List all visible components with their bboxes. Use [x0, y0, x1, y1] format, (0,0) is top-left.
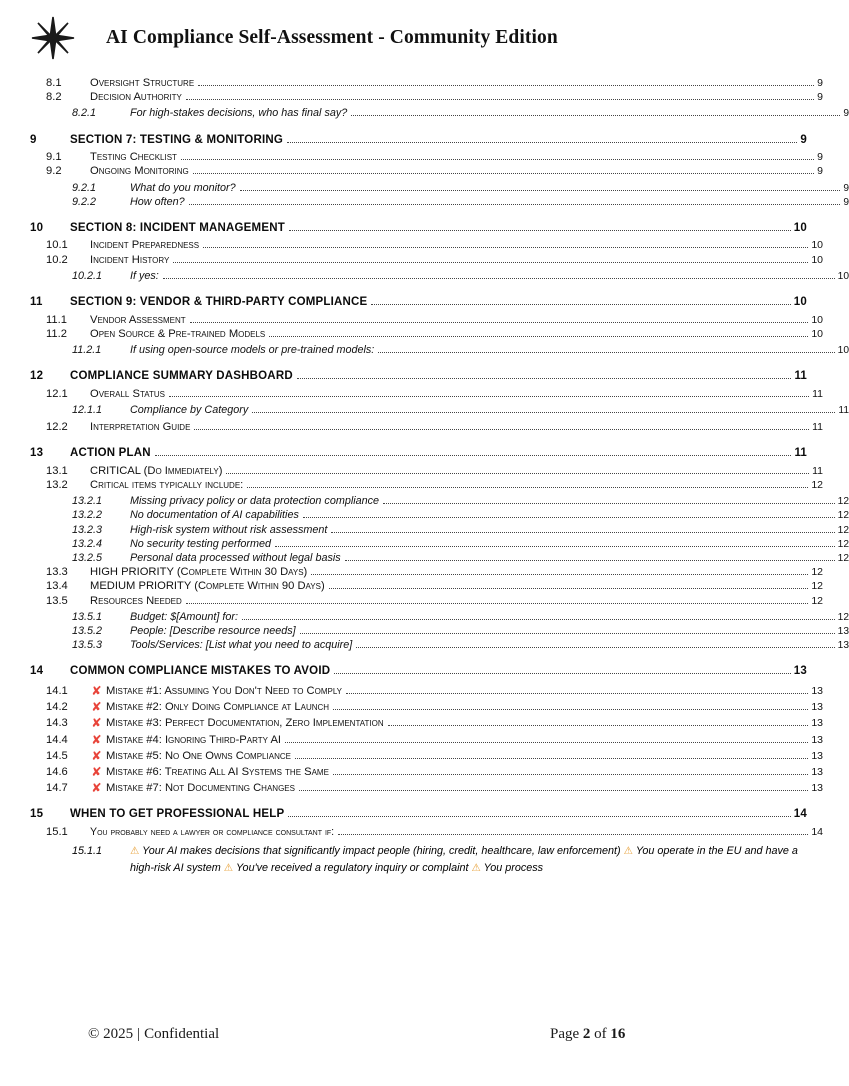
toc-leader: [346, 692, 808, 694]
toc-leader: [186, 602, 809, 604]
toc-leader: [163, 277, 835, 279]
toc-leader: [240, 189, 841, 191]
toc-entry[interactable]: [30, 827, 823, 838]
toc-leader: [242, 618, 835, 620]
toc-label: Mistake #5: No One Owns Compliance: [106, 749, 291, 762]
toc-leader: [247, 486, 808, 488]
toc-entry[interactable]: [30, 700, 823, 713]
warning-icon: ⚠: [623, 845, 633, 858]
toc-number: 13.5.1: [72, 610, 103, 623]
x-mark-icon: ✘: [91, 747, 102, 763]
toc-leader: [194, 428, 809, 430]
toc-entry[interactable]: [30, 525, 849, 536]
toc-label: Mistake #1: Assuming You Don't Need to Comply: [106, 684, 343, 697]
toc-page: 14: [793, 808, 807, 821]
toc-page: 9: [843, 196, 849, 208]
toc-page: 13: [793, 665, 807, 678]
toc-entry[interactable]: [30, 92, 823, 103]
toc-number: 11: [30, 296, 43, 309]
toc-number: 10.1: [46, 239, 68, 252]
warning-icon: ⚠: [471, 861, 481, 874]
toc-leader: [356, 646, 834, 648]
toc-entry[interactable]: [30, 716, 823, 729]
toc-number: 12: [30, 370, 44, 383]
toc-leader: [388, 724, 809, 726]
toc-number: 13.5.2: [72, 624, 103, 637]
toc-page: 11: [812, 387, 823, 400]
toc-entry[interactable]: [30, 809, 807, 821]
toc-label: Budget: $[Amount] for:: [130, 610, 239, 623]
toc-entry[interactable]: [30, 240, 823, 251]
toc-page: 12: [811, 594, 823, 607]
toc-leader: [334, 672, 791, 674]
toc-number: 13.5: [46, 594, 68, 607]
toc-page: 13: [837, 640, 849, 652]
toc-number: 9.2.2: [72, 195, 97, 208]
toc-leader: [289, 229, 791, 231]
toc-page: 9: [817, 91, 823, 104]
toc-number: 13.2.1: [72, 495, 103, 508]
toc-number: 10.2: [46, 253, 68, 266]
toc-number: 15.1: [46, 825, 68, 838]
toc-entry[interactable]: [30, 539, 849, 550]
toc-page: 12: [837, 611, 849, 623]
page-title: AI Compliance Self-Assessment - Community Edition: [106, 27, 558, 48]
toc-leader: [371, 303, 790, 305]
copyright-text: © 2025: [88, 1026, 134, 1042]
toc-page: 9: [817, 165, 823, 178]
toc-label: Critical items typically include:: [90, 478, 244, 491]
toc-entry[interactable]: [30, 749, 823, 762]
toc-number: 9: [30, 133, 37, 146]
footer-left: [88, 1026, 219, 1043]
toc-number: 14.7: [46, 782, 68, 795]
toc-entry[interactable]: [30, 684, 823, 697]
toc-label: WHEN TO GET PROFESSIONAL HELP: [70, 808, 285, 821]
toc-page: 9: [843, 182, 849, 194]
toc-page: 13: [811, 733, 823, 746]
toc-entry[interactable]: [30, 448, 807, 460]
x-mark-icon: ✘: [91, 780, 102, 796]
toc-entry[interactable]: [30, 466, 823, 477]
toc-leader: [303, 516, 835, 518]
page-footer: [0, 1022, 837, 1056]
toc-page: 12: [811, 566, 823, 579]
toc-label: How often?: [130, 195, 185, 208]
toc-label: Mistake #7: Not Documenting Changes: [106, 782, 295, 795]
toc-entry[interactable]: [30, 389, 823, 400]
toc-page: 13: [811, 782, 823, 795]
toc-page: 12: [811, 478, 823, 491]
toc-label: No documentation of AI capabilities: [130, 509, 299, 522]
footer-separator: |: [137, 1026, 141, 1042]
toc-page: 12: [837, 538, 849, 550]
toc-entry[interactable]: [30, 345, 849, 356]
toc-leader: [203, 246, 808, 248]
toc-label: If yes:: [130, 269, 159, 282]
toc-leader: [269, 335, 808, 337]
toc-page: 10: [811, 327, 823, 340]
toc-number: 13.3: [46, 566, 68, 579]
toc-page: 11: [812, 421, 823, 434]
toc-page: 10: [793, 296, 807, 309]
toc-number: 14.2: [46, 701, 68, 714]
table-of-contents: [0, 62, 849, 876]
toc-page: 12: [837, 496, 849, 508]
toc-entry[interactable]: [30, 329, 823, 340]
toc-number: 8.1: [46, 77, 62, 89]
toc-leader: [297, 377, 792, 379]
toc-page: 9: [817, 77, 823, 89]
toc-page: 12: [811, 580, 823, 593]
toc-entry[interactable]: [30, 271, 849, 282]
toc-leader: [295, 757, 808, 759]
toc-label: Interpretation Guide: [90, 421, 191, 434]
toc-leader: [329, 587, 809, 589]
toc-leader: [198, 84, 814, 86]
toc-number: 9.2.1: [72, 181, 97, 194]
toc-number: 15.1.1: [72, 845, 103, 858]
toc-page: 12: [837, 524, 849, 536]
toc-page: 9: [843, 108, 849, 120]
toc-leader: [300, 632, 835, 634]
toc-entry[interactable]: [30, 78, 823, 89]
toc-label: ACTION PLAN: [70, 447, 151, 460]
toc-number: 13.5.3: [72, 639, 103, 652]
toc-label: You've received a regulatory inquiry or complaint: [235, 861, 469, 874]
toc-entry[interactable]: [30, 183, 849, 194]
toc-number: 13.2.2: [72, 509, 103, 522]
toc-page: 9: [817, 151, 823, 164]
toc-page: 12: [837, 552, 849, 564]
toc-page: 10: [811, 239, 823, 252]
compass-star-logo: [26, 15, 80, 61]
toc-leader: [155, 454, 792, 456]
toc-entry[interactable]: [30, 640, 849, 651]
toc-leader: [190, 321, 809, 323]
toc-entry[interactable]: [30, 223, 807, 235]
toc-leader: [285, 741, 808, 743]
toc-label: Your AI makes decisions that significantly impact people (hiring, credit, healthcare, law enforcement): [142, 845, 621, 858]
toc-number: 12.2: [46, 421, 68, 434]
toc-label: Incident History: [90, 253, 170, 266]
toc-entry[interactable]: [30, 567, 823, 578]
toc-leader: [331, 531, 834, 533]
toc-page: 12: [837, 510, 849, 522]
toc-page: 11: [794, 447, 807, 460]
toc-number: 14.4: [46, 733, 68, 746]
toc-page: 11: [812, 464, 823, 477]
toc-leader: [186, 98, 814, 100]
toc-label: You operate in the EU and have a high-risk AI system: [130, 845, 798, 874]
toc-number: 14.6: [46, 765, 68, 778]
toc-label: Decision Authority: [90, 91, 182, 104]
toc-leader: [378, 351, 834, 353]
toc-number: 13.4: [46, 580, 68, 593]
toc-entry[interactable]: [30, 405, 849, 416]
toc-leader: [252, 411, 835, 413]
toc-page: 13: [811, 717, 823, 730]
toc-label: What do you monitor?: [130, 181, 236, 194]
toc-number: 8.2: [46, 91, 62, 104]
toc-number: 13.2: [46, 478, 68, 491]
toc-label: Incident Preparedness: [90, 239, 200, 252]
toc-label: COMPLIANCE SUMMARY DASHBOARD: [70, 370, 293, 383]
toc-leader: [169, 395, 809, 397]
toc-number: 14.5: [46, 749, 68, 762]
toc-entry[interactable]: [30, 612, 849, 623]
toc-number: 14.3: [46, 717, 68, 730]
toc-number: 12.1: [46, 387, 68, 400]
toc-label: Missing privacy policy or data protection compliance: [130, 495, 380, 508]
toc-label: If using open-source models or pre-trained models:: [130, 343, 375, 356]
toc-label: SECTION 7: TESTING & MONITORING: [70, 133, 283, 146]
toc-page: 14: [811, 825, 823, 838]
toc-number: 12.1.1: [72, 403, 103, 416]
toc-leader: [173, 261, 808, 263]
toc-leader: [299, 789, 808, 791]
toc-entry[interactable]: [30, 781, 823, 794]
toc-label: Ongoing Monitoring: [90, 165, 189, 178]
toc-entry[interactable]: [30, 496, 849, 507]
toc-label: Mistake #3: Perfect Documentation, Zero Implementation: [106, 717, 384, 730]
toc-entry[interactable]: [30, 108, 849, 119]
toc-label: Mistake #4: Ignoring Third-Party AI: [106, 733, 282, 746]
toc-number: 10.2.1: [72, 269, 103, 282]
page-of: of: [594, 1026, 607, 1042]
x-mark-icon: ✘: [91, 682, 102, 698]
footer-pagination: [550, 1026, 625, 1043]
toc-leader: [189, 203, 841, 205]
toc-page: 10: [793, 221, 807, 234]
toc-label: COMMON COMPLIANCE MISTAKES TO AVOID: [70, 665, 331, 678]
toc-number: 9.1: [46, 151, 62, 164]
toc-leader: [288, 815, 790, 817]
toc-leader: [338, 833, 808, 835]
toc-label-group: [130, 843, 807, 876]
toc-label: For high-stakes decisions, who has final say?: [130, 107, 348, 120]
toc-entry[interactable]: [30, 733, 823, 746]
page-number: 2: [582, 1026, 591, 1042]
toc-number: 14: [30, 665, 44, 678]
toc-entry-wrapped[interactable]: [30, 843, 807, 876]
toc-number: 13.2.5: [72, 551, 103, 564]
toc-number: 13.2.4: [72, 537, 103, 550]
toc-page: 13: [811, 749, 823, 762]
toc-leader: [345, 559, 835, 561]
toc-number: 9.2: [46, 165, 62, 178]
toc-number: 11.2.1: [72, 343, 102, 356]
x-mark-icon: ✘: [91, 699, 102, 715]
toc-label: Mistake #6: Treating All AI Systems the Same: [106, 765, 329, 778]
toc-page: 10: [811, 313, 823, 326]
toc-leader: [181, 158, 814, 160]
toc-entry[interactable]: [30, 422, 823, 433]
toc-label: Mistake #2: Only Doing Compliance at Launch: [106, 701, 330, 714]
toc-leader: [333, 708, 808, 710]
toc-label: You process: [483, 861, 544, 874]
page-total: 16: [610, 1026, 626, 1042]
toc-label: CRITICAL (Do Immediately): [90, 464, 223, 477]
toc-entry[interactable]: [30, 152, 823, 163]
toc-leader: [226, 472, 809, 474]
toc-label: HIGH PRIORITY (Complete Within 30 Days): [90, 566, 308, 579]
toc-label: You probably need a lawyer or compliance consultant if:: [90, 825, 335, 838]
toc-leader: [311, 573, 808, 575]
toc-label: Tools/Services: [List what you need to acquire]: [130, 639, 353, 652]
toc-page: 11: [838, 404, 849, 416]
toc-entry[interactable]: [30, 596, 823, 607]
toc-page: 10: [837, 270, 849, 282]
x-mark-icon: ✘: [91, 731, 102, 747]
toc-entry[interactable]: [30, 135, 807, 147]
toc-number: 10: [30, 221, 44, 234]
toc-leader: [287, 141, 797, 143]
toc-label: High-risk system without risk assessment: [130, 523, 328, 536]
toc-number: 13.1: [46, 464, 68, 477]
toc-number: 11.1: [46, 313, 67, 326]
toc-page: 13: [811, 684, 823, 697]
toc-label: Open Source & Pre-trained Models: [90, 327, 266, 340]
toc-leader: [275, 545, 835, 547]
toc-entry[interactable]: [30, 510, 849, 521]
toc-page: 13: [837, 625, 849, 637]
toc-entry[interactable]: [30, 765, 823, 778]
page-prefix: Page: [550, 1026, 580, 1042]
toc-leader: [333, 773, 808, 775]
toc-page: 10: [811, 253, 823, 266]
toc-number: 11.2: [46, 327, 67, 340]
toc-page: 13: [811, 701, 823, 714]
toc-entry[interactable]: [30, 255, 823, 266]
toc-page: 11: [794, 370, 807, 383]
toc-label: Resources Needed: [90, 594, 182, 607]
toc-label: Testing Checklist: [90, 151, 177, 164]
toc-page: 13: [811, 765, 823, 778]
toc-label: SECTION 9: VENDOR & THIRD-PARTY COMPLIANCE: [70, 296, 368, 309]
toc-entry[interactable]: [30, 581, 823, 592]
toc-entry[interactable]: [30, 371, 807, 383]
toc-entry[interactable]: [30, 315, 823, 326]
toc-entry[interactable]: [30, 480, 823, 491]
toc-leader: [383, 502, 835, 504]
warning-icon: ⚠: [223, 861, 234, 874]
toc-entry[interactable]: [30, 197, 849, 208]
toc-number: 13: [30, 447, 44, 460]
x-mark-icon: ✘: [91, 715, 102, 731]
toc-label: Oversight Structure: [90, 77, 195, 89]
toc-number: 15: [30, 808, 44, 821]
toc-entry[interactable]: [30, 626, 849, 637]
toc-entry[interactable]: [30, 297, 807, 309]
toc-label: SECTION 8: INCIDENT MANAGEMENT: [70, 221, 285, 234]
toc-label: Overall Status: [90, 387, 165, 400]
toc-label: No security testing performed: [130, 537, 272, 550]
toc-number: 13.2.3: [72, 523, 103, 536]
toc-label: Personal data processed without legal basis: [130, 551, 341, 564]
warning-icon: ⚠: [130, 845, 140, 858]
toc-label: Compliance by Category: [130, 403, 249, 416]
document-header: [0, 0, 837, 62]
toc-entry[interactable]: [30, 666, 807, 678]
toc-leader: [351, 114, 840, 116]
toc-page: 9: [800, 133, 807, 146]
toc-entry[interactable]: [30, 166, 823, 177]
toc-number: 8.2.1: [72, 107, 97, 120]
toc-label: People: [Describe resource needs]: [130, 624, 296, 637]
toc-label: MEDIUM PRIORITY (Complete Within 90 Days): [90, 580, 325, 593]
x-mark-icon: ✘: [91, 763, 102, 779]
toc-page: 10: [837, 344, 849, 356]
toc-entry[interactable]: [30, 553, 849, 564]
toc-number: 14.1: [46, 684, 68, 697]
toc-leader: [193, 172, 814, 174]
toc-label: Vendor Assessment: [90, 313, 186, 326]
confidential-label: Confidential: [144, 1026, 220, 1042]
